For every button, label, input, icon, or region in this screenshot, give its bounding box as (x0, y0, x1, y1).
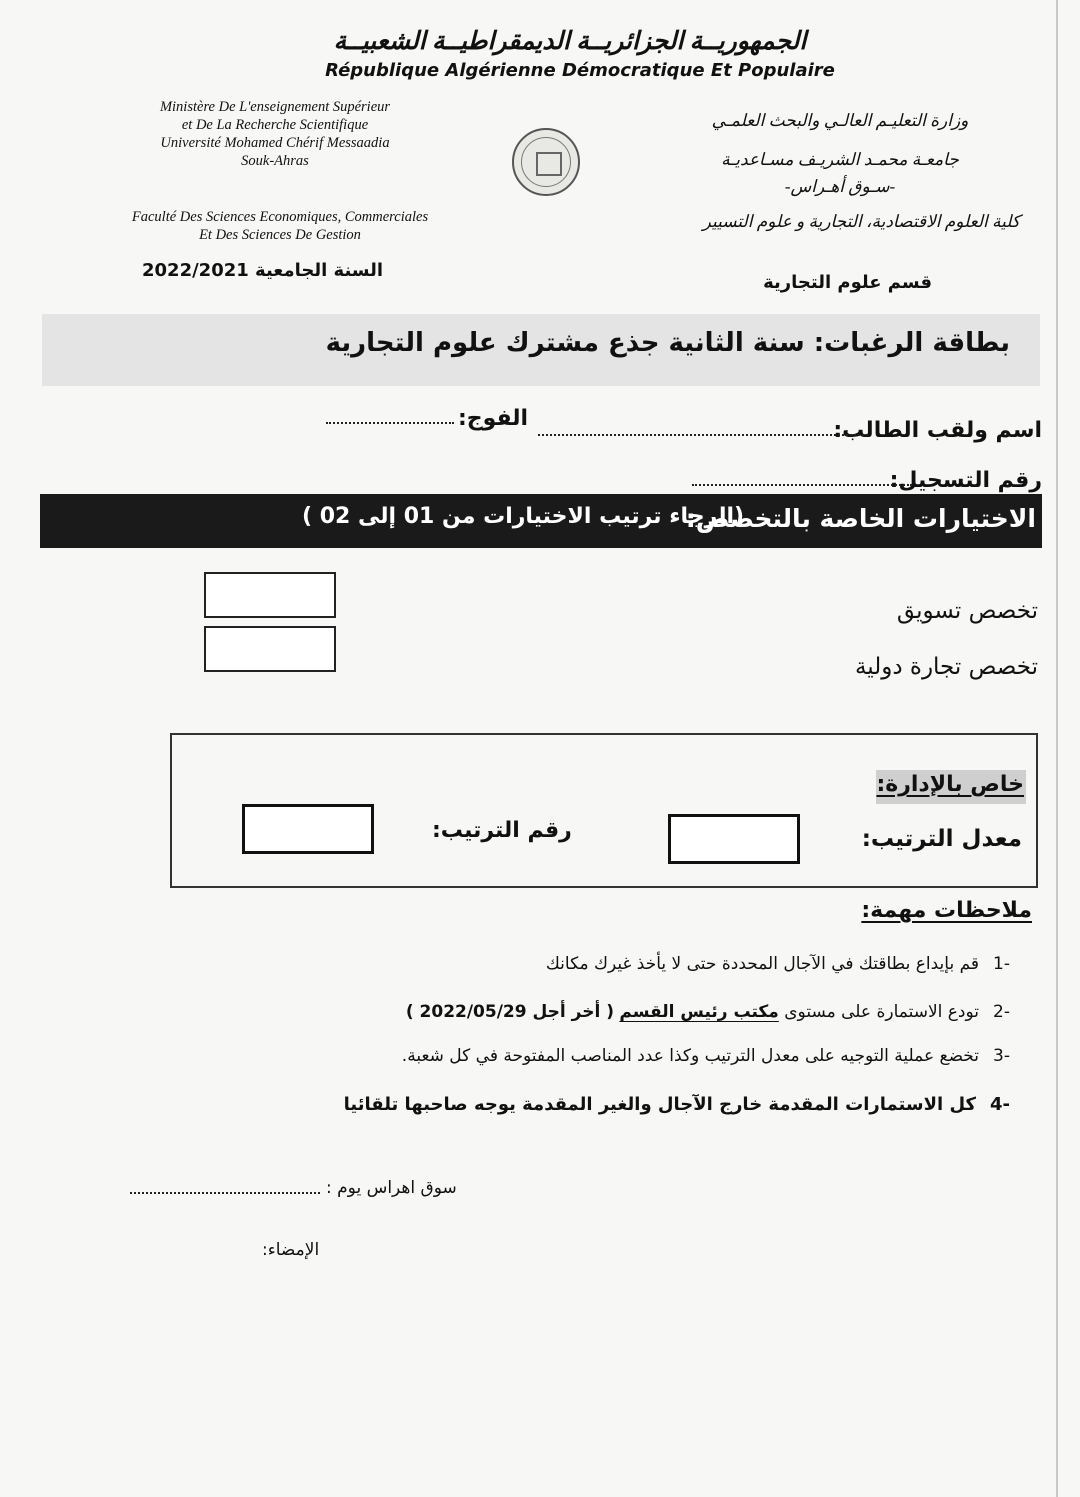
registration-field[interactable] (692, 472, 912, 486)
group-field[interactable] (326, 410, 454, 424)
signature-label: الإمضاء: (262, 1240, 320, 1260)
option-marketing-rank-box[interactable] (204, 572, 336, 618)
date-label: سوق اهراس يوم : (326, 1178, 457, 1198)
option-intl-trade-label: تخصص تجارة دولية (854, 654, 1038, 680)
choices-instruction: (الرجاء ترتيب الاختيارات من 01 إلى 02 ) (302, 504, 745, 529)
university-seal-icon (512, 128, 580, 196)
form-title: بطاقة الرغبات: سنة الثانية جذع مشترك علوم التجارية (325, 328, 1010, 358)
ministry-arabic-block (660, 104, 1020, 203)
rank-label: رقم الترتيب: (432, 818, 572, 843)
note-office-highlight: مكتب رئيس القسم (619, 1002, 779, 1022)
city-arabic: -سـوق أهـراس- (784, 177, 896, 196)
student-name-label: اسم ولقب الطالب: (833, 418, 1042, 443)
note-item-2: -2تودع الاستمارة على مستوى مكتب رئيس القسم ( أخر أجل 2022/05/29 ) (405, 1002, 1010, 1022)
republic-arabic: الجمهوريــة الجزائريــة الديمقراطيــة الشعبيــة (333, 28, 807, 55)
ministry-arabic: وزارة التعليـم العالـي والبحث العلمـي (711, 111, 969, 130)
average-box[interactable] (668, 814, 800, 864)
faculty-french: Faculté Des Sciences Economiques, Commerciales Et Des Sciences De Gestion (131, 209, 429, 243)
note-item-1: -1قم بإيداع بطاقتك في الآجال المحددة حتى لا يأخذ غيرك مكانك (545, 954, 1010, 974)
notes-title: ملاحظات مهمة: (861, 898, 1032, 923)
university-arabic: جامعـة محمـد الشريـف مسـاعديـة (721, 150, 959, 169)
date-field[interactable] (130, 1180, 320, 1194)
group-label: الفوج: (458, 406, 529, 431)
republic-french: République Algérienne Démocratique Et Populaire (325, 60, 835, 81)
choices-label: الاختيارات الخاصة بالتخصص: (685, 504, 1036, 533)
note-item-4: -4كل الاستمارات المقدمة خارج الآجال والغير المقدمة يوجه صاحبها تلقائيا (343, 1094, 1010, 1115)
rank-box[interactable] (242, 804, 374, 854)
student-name-field[interactable] (538, 422, 868, 436)
registration-label: رقم التسجيل: (889, 468, 1042, 493)
option-intl-trade-rank-box[interactable] (204, 626, 336, 672)
faculty-arabic: كلية العلوم الاقتصادية، التجارية و علوم التسيير (702, 212, 1020, 231)
choices-bar (40, 494, 1042, 548)
page-edge (1056, 0, 1058, 1497)
department-name: قسم علوم التجارية (763, 272, 932, 293)
admin-tag: خاص بالإدارة: (876, 772, 1024, 797)
ministry-french: Ministère De L'enseignement Supérieur et De La Recherche Scientifique Université Mohamed Chérif Messaadia Souk-Ahras (159, 99, 391, 169)
note-item-3: -3تخضع عملية التوجيه على معدل الترتيب وكذا عدد المناصب المفتوحة في كل شعبة. (401, 1046, 1010, 1066)
option-marketing-label: تخصص تسويق (896, 598, 1038, 624)
average-label: معدل الترتيب: (861, 826, 1022, 852)
academic-year: السنة الجامعية 2022/2021 (142, 260, 384, 281)
